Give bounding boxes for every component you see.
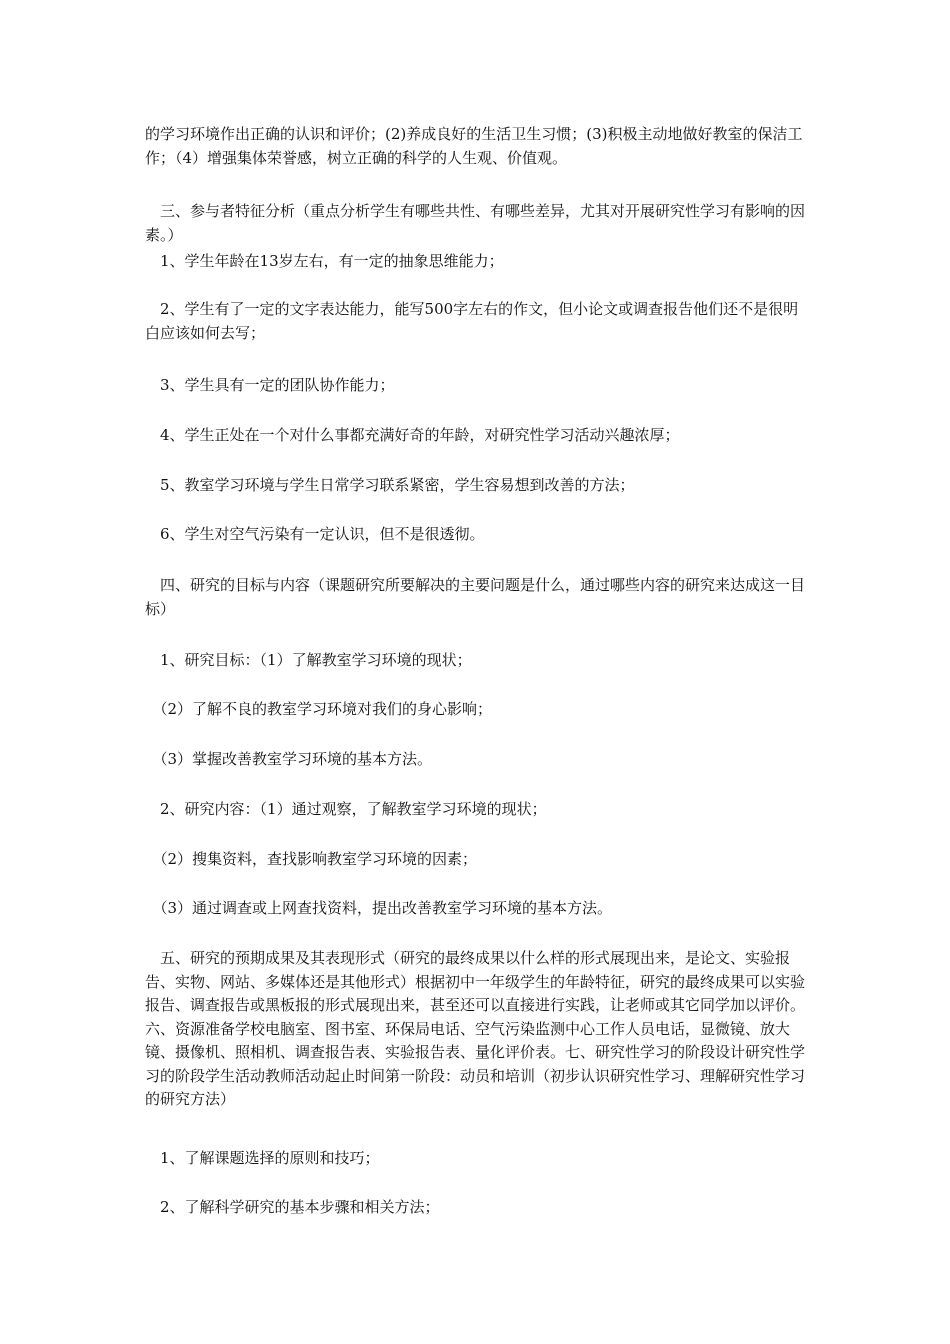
paragraph-goals-continued: 的学习环境作出正确的认识和评价；(2)养成良好的生活卫生习惯；(3)积极主动地做好教室的保洁工作；（4）增强集体荣誉感，树立正确的科学的人生观、价值观。 [145, 125, 803, 167]
research-content-1: 2、研究内容：（1）通过观察，了解教室学习环境的现状； [145, 800, 547, 818]
heading-goals-content: 四、研究的目标与内容（课题研究所要解决的主要问题是什么，通过哪些内容的研究来达成这一目标） [145, 576, 806, 618]
heading-expected-results: 五、研究的预期成果及其表现形式（研究的最终成果以什么样的形式展现出来，是论文、实验报告、实物、网站、多媒体还是其他形式）根据初中一年级学生的年龄特征，研究的最终成果可以实验报告、调查报告或黑板报的形式展现出来，甚至还可以直接进行实践，让老师或其它同学加以评价。六、资源准备学校电脑室、图书室、环保局电话、空气污染监测中心工作人员电话，显微镜、放大镜、摄像机、照相机、调查报告表、实验报告表、量化评价表。七、研究性学习的阶段设计研究性学习的阶段学生活动教师活动起止时间第一阶段：动员和培训（初步认识研究性学习、理解研究性学习的研究方法） [145, 949, 806, 1108]
list-item-2: 2、学生有了一定的文字表达能力，能写500字左右的作文，但小论文或调查报告他们还不是很明白应该如何去写； [145, 300, 799, 342]
research-goal-2: （2）了解不良的教室学习环境对我们的身心影响； [145, 700, 493, 718]
research-content-3: （3）通过调查或上网查找资料，提出改善教室学习环境的基本方法。 [145, 899, 613, 917]
list-item-1: 1、学生年龄在13岁左右，有一定的抽象思维能力； [145, 252, 504, 270]
list-item-6: 6、学生对空气污染有一定认识，但不是很透彻。 [145, 525, 485, 543]
research-goal-3: （3）掌握改善教室学习环境的基本方法。 [145, 750, 433, 768]
list-item-4: 4、学生正处在一个对什么事都充满好奇的年龄，对研究性学习活动兴趣浓厚； [145, 426, 680, 444]
research-content-2: （2）搜集资料，查找影响教室学习环境的因素； [145, 850, 478, 868]
research-goal-1: 1、研究目标：（1）了解教室学习环境的现状； [145, 651, 472, 669]
list-item-5: 5、教室学习环境与学生日常学习联系紧密，学生容易想到改善的方法； [145, 476, 635, 494]
stage-item-2: 2、了解科学研究的基本步骤和相关方法； [145, 1198, 440, 1216]
stage-item-1: 1、了解课题选择的原则和技巧； [145, 1149, 380, 1167]
list-item-3: 3、学生具有一定的团队协作能力； [145, 376, 395, 394]
heading-participant-analysis: 三、参与者特征分析（重点分析学生有哪些共性、有哪些差异，尤其对开展研究性学习有影响的因素。） [145, 202, 806, 244]
